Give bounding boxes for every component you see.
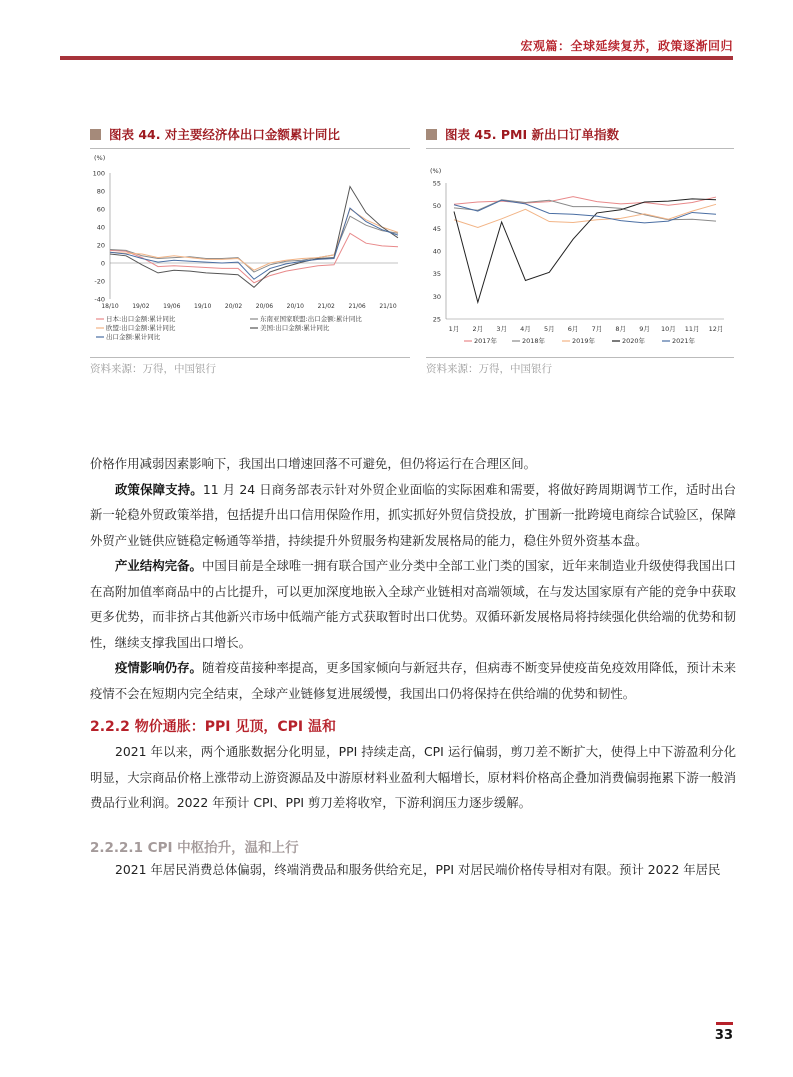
figure-44-chart-frame (90, 148, 410, 358)
paragraph-policy-lead: 政策保障支持。 (115, 481, 203, 497)
figure-bullet-icon (426, 129, 437, 140)
y-tick-label: 100 (92, 169, 105, 178)
body-text-block (90, 451, 736, 706)
x-tick-label: 20/06 (255, 303, 274, 310)
page-number-accent (716, 1022, 733, 1025)
section-heading-2-2-2: 2.2.2 物价通胀：PPI 见顶，CPI 温和 (90, 719, 336, 735)
x-tick-label: 7月 (591, 325, 603, 333)
legend-label: 2018年 (522, 337, 546, 345)
pmi-export-orders-chart (426, 149, 734, 357)
x-tick-label: 19/06 (163, 303, 181, 310)
paragraph-1: 价格作用减弱因素影响下，我国出口增速回落不可避免，但仍将运行在合理区间。 (90, 456, 537, 471)
x-tick-label: 8月 (615, 325, 627, 333)
page-number: 33 (714, 1028, 733, 1043)
legend-label: 2019年 (572, 337, 596, 345)
x-tick-label: 6月 (567, 325, 579, 333)
y-tick-label: 60 (96, 205, 105, 214)
x-tick-label: 21/10 (379, 303, 397, 310)
figure-44-source: 资料来源：万得，中国银行 (90, 363, 216, 375)
y-tick-label: -40 (94, 295, 105, 304)
legend-label: 出口金额:累计同比 (106, 333, 161, 341)
figure-45-title-text: 图表 45. PMI 新出口订单指数 (445, 127, 619, 142)
legend-label: 东南亚国家联盟:出口金额:累计同比 (260, 315, 362, 323)
x-tick-label: 21/06 (348, 303, 366, 310)
legend-label: 2021年 (672, 337, 696, 345)
x-tick-label: 21/02 (317, 303, 335, 310)
y-tick-label: 55 (432, 179, 441, 188)
y-tick-label: -20 (94, 277, 105, 286)
y-tick-label: 80 (96, 187, 105, 196)
y-tick-label: 0 (100, 259, 105, 268)
figure-45-source: 资料来源：万得，中国银行 (426, 363, 552, 375)
figure-44-title (90, 125, 340, 143)
paragraph-policy-text: 11 月 24 日商务部表示针对外贸企业面临的实际困难和需要，将做好跨周期调节工作，适时出台新一轮稳外贸政策举措，包括提升出口信用保险作用，抓实抓好外贸信贷投放，扩围新一批跨境电商综合试验区，保障外贸产业链供应链稳定畅通等举措，持续提升外贸服务构建新发展格局的能力，稳住外贸外资基本盘。 (90, 481, 736, 548)
paragraph-pandemic-text: 随着疫苗接种率提高，更多国家倾向与新冠共存，但病毒不断变异使疫苗免疫效用降低，预计未来疫情不会在短期内完全结束，全球产业链修复进展缓慢，我国出口仍将保持在供给端的优势和韧性。 (90, 660, 737, 701)
report-section-title: 宏观篇：全球延续复苏，政策逐渐回归 (520, 39, 733, 53)
export-yoy-chart (90, 149, 410, 357)
legend-label: 欧盟:出口金额:累计同比 (106, 324, 176, 332)
paragraph-industry (90, 553, 736, 655)
figure-bullet-icon (90, 129, 101, 140)
legend-label: 美国:出口金额:累计同比 (260, 324, 330, 332)
y-tick-label: 20 (96, 241, 105, 250)
y-tick-label: 40 (432, 247, 441, 256)
header-divider (60, 56, 733, 60)
y-tick-label: 35 (432, 270, 441, 279)
body-text-block-3 (90, 857, 736, 883)
x-tick-label: 20/02 (224, 303, 243, 310)
y-tick-label: 30 (432, 292, 441, 301)
figure-45-title (426, 125, 619, 143)
x-tick-label: 10月 (660, 325, 676, 333)
paragraph-policy (90, 477, 736, 554)
paragraph-industry-lead: 产业结构完备。 (115, 558, 202, 573)
y-axis-unit: (%) (94, 154, 106, 162)
paragraph-industry-text: 中国目前是全球唯一拥有联合国产业分类中全部工业门类的国家，近年来制造业升级使得我国出口在高附加值率商品中的占比提升，可以更加深度地嵌入全球产业链相对高端领域，在与发达国家原有产能的竞争中获取更多优势，而非挤占其他新兴市场中低端产能方式获取暂时出口优势。双循环新发展格局将持续强化供给端的优势和韧性，继续支撑我国出口增长。 (90, 558, 737, 650)
x-tick-label: 20/10 (286, 303, 304, 310)
x-tick-label: 12月 (708, 325, 724, 333)
section-heading-2-2-2-1: 2.2.2.1 CPI 中枢抬升，温和上行 (90, 840, 299, 856)
paragraph-pandemic (90, 655, 736, 706)
y-tick-label: 45 (432, 224, 441, 233)
x-tick-label: 2月 (472, 325, 484, 333)
x-tick-label: 5月 (543, 325, 555, 333)
y-tick-label: 25 (432, 315, 441, 324)
x-tick-label: 11月 (684, 325, 700, 333)
x-tick-label: 1月 (448, 325, 460, 333)
paragraph-pandemic-lead: 疫情影响仍存。 (115, 660, 202, 675)
x-tick-label: 19/02 (132, 303, 150, 310)
x-tick-label: 18/10 (101, 303, 119, 310)
x-tick-label: 3月 (496, 325, 507, 333)
series-line (454, 204, 716, 227)
body-text-block-2 (90, 739, 736, 816)
paragraph-cpi: 2021 年居民消费总体偏弱，终端消费品和服务供给充足，PPI 对居民端价格传导相对有限。预计 2022 年居民 (115, 862, 721, 877)
y-axis-unit: (%) (430, 167, 442, 175)
paragraph-inflation: 2021 年以来，两个通胀数据分化明显，PPI 持续走高，CPI 运行偏弱，剪刀差不断扩大，使得上中下游盈利分化明显，大宗商品价格上涨带动上游资源品及中游原材料业盈利大幅增长，原材料价格高企叠加消费偏弱拖累下游一般消费品行业利润。2022 年预计 CPI、PPI 剪刀差将收窄，下游利润压力逐步缓解。 (90, 744, 736, 810)
legend-label: 日本:出口金额:累计同比 (106, 315, 176, 323)
y-tick-label: 40 (96, 223, 105, 232)
figure-45-chart-frame (426, 148, 734, 358)
x-tick-label: 9月 (639, 325, 650, 333)
series-line (454, 199, 716, 302)
x-tick-label: 4月 (520, 325, 531, 333)
x-tick-label: 19/10 (194, 303, 212, 310)
figure-44-title-text: 图表 44. 对主要经济体出口金额累计同比 (109, 127, 340, 142)
y-tick-label: 50 (432, 202, 441, 211)
legend-label: 2020年 (622, 337, 646, 345)
legend-label: 2017年 (474, 337, 498, 345)
